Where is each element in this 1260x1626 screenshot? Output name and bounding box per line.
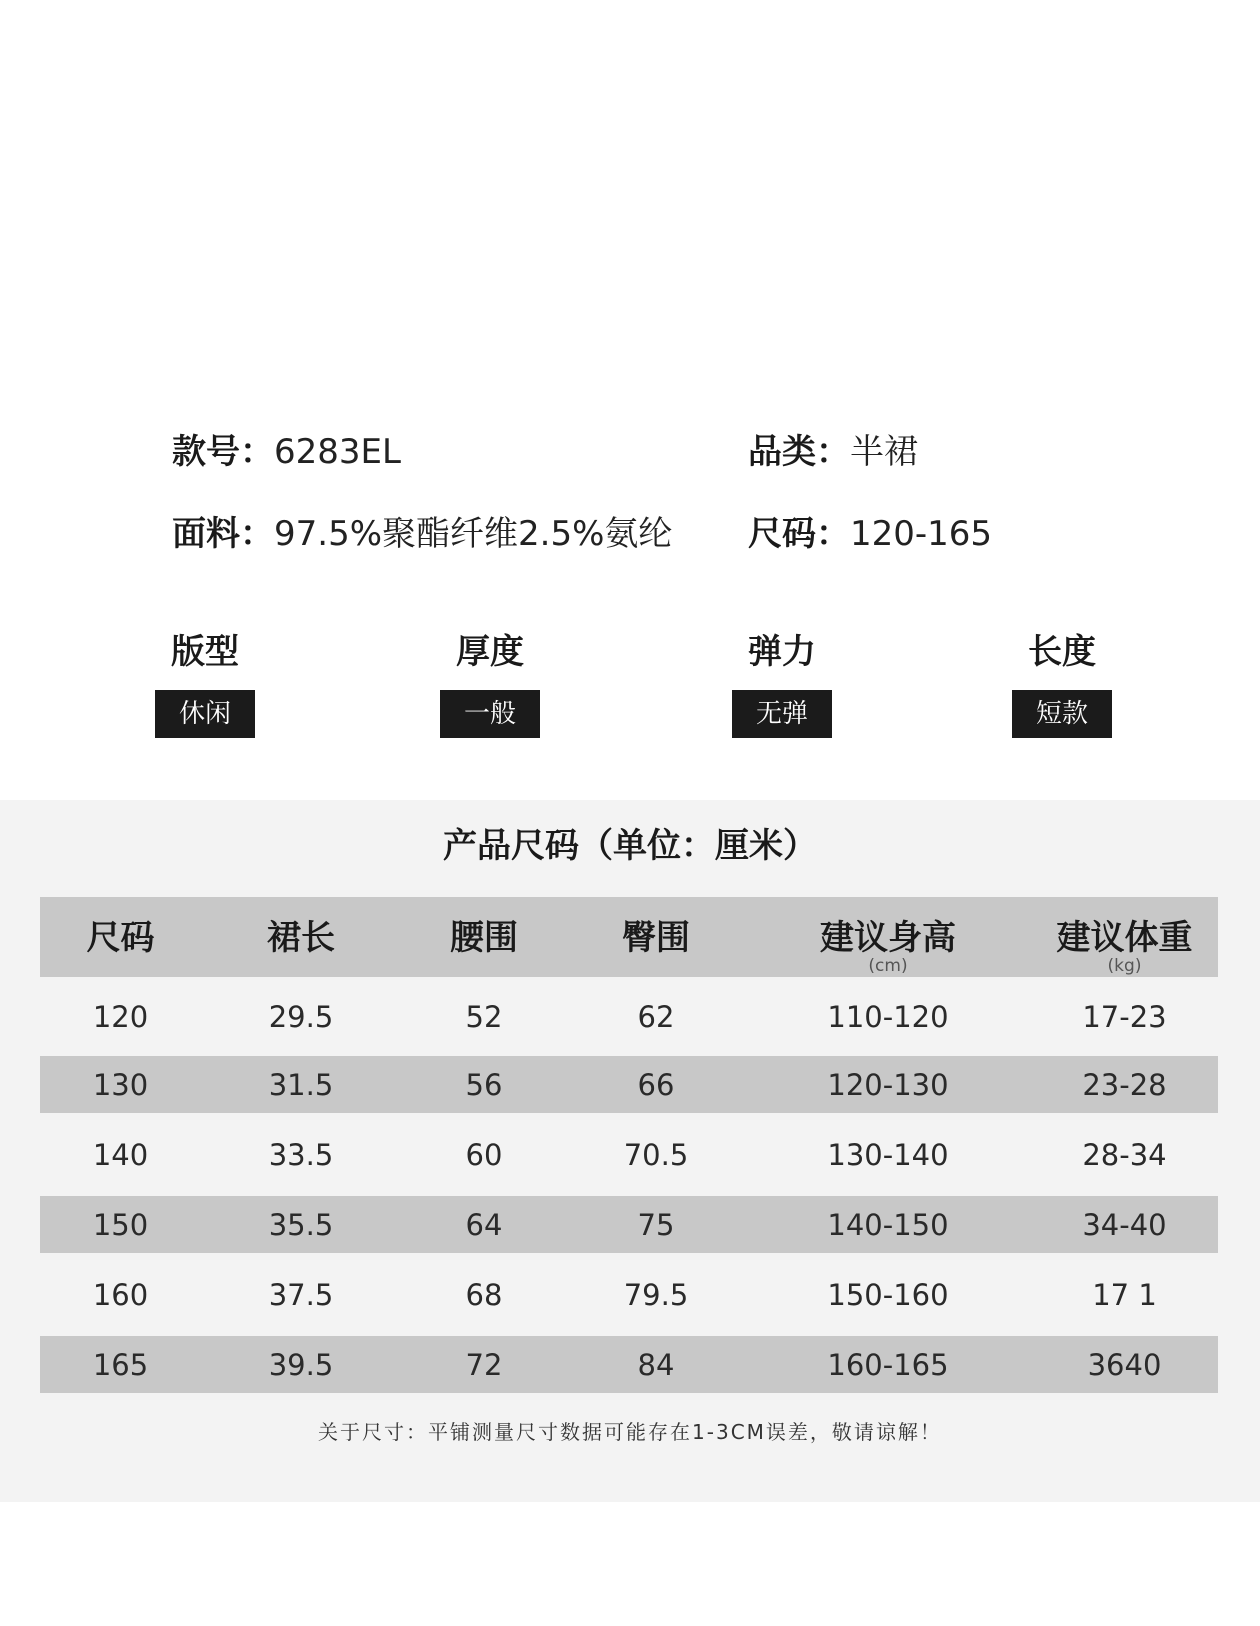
table-cell: 120 — [92, 999, 149, 1034]
table-cell: 120-130 — [745, 1056, 1031, 1113]
table-cell: 28-34 — [1082, 1137, 1167, 1172]
table-cell: 66 — [567, 1056, 745, 1113]
table-cell: 37.5 — [268, 1277, 334, 1312]
header-unit: (cm) — [868, 956, 908, 976]
table-row — [40, 1336, 1218, 1393]
attribute-fit — [155, 632, 255, 729]
attribute-tag: 短款 — [1012, 690, 1112, 738]
header-label: 臀围 — [622, 917, 690, 958]
header-label: 尺码 — [86, 917, 155, 958]
table-cell: 75 — [567, 1196, 745, 1253]
table-cell: 165 — [40, 1336, 201, 1393]
table-cell: 17-23 — [1082, 999, 1167, 1034]
table-cell: 84 — [567, 1336, 745, 1393]
table-cell: 39.5 — [201, 1336, 401, 1393]
table-cell: 23-28 — [1031, 1056, 1218, 1113]
attribute-title: 版型 — [171, 632, 239, 672]
style-number — [172, 432, 401, 472]
table-header-row — [40, 897, 1218, 977]
header-height — [745, 897, 1031, 977]
table-cell: 130-140 — [827, 1137, 949, 1172]
table-row — [40, 1056, 1218, 1113]
table-cell: 31.5 — [201, 1056, 401, 1113]
category-label: 品类： — [748, 432, 850, 472]
table-cell: 52 — [465, 999, 503, 1034]
table-cell: 79.5 — [623, 1277, 689, 1312]
size-range — [748, 514, 992, 554]
size-range-value: 120-165 — [850, 514, 993, 554]
table-cell: 17 1 — [1092, 1277, 1157, 1312]
table-row — [40, 1253, 1218, 1336]
table-cell: 68 — [465, 1277, 503, 1312]
table-cell: 150-160 — [827, 1277, 949, 1312]
size-chart-title: 产品尺码（单位：厘米） — [443, 826, 817, 866]
header-label: 裙长 — [267, 917, 335, 958]
header-size — [40, 897, 201, 977]
table-cell: 60 — [465, 1137, 503, 1172]
attribute-tag: 休闲 — [155, 690, 255, 738]
attribute-elasticity — [732, 632, 832, 729]
table-cell: 130 — [40, 1056, 201, 1113]
attribute-length — [1012, 632, 1112, 729]
header-label: 建议身高 — [820, 917, 956, 958]
table-cell: 3640 — [1031, 1336, 1218, 1393]
attribute-tag: 一般 — [440, 690, 540, 738]
table-cell: 160-165 — [745, 1336, 1031, 1393]
table-cell: 35.5 — [201, 1196, 401, 1253]
table-row — [40, 1196, 1218, 1253]
fabric-label: 面料： — [172, 514, 274, 554]
category-value: 半裙 — [850, 432, 918, 472]
fabric — [172, 514, 672, 554]
header-unit: (kg) — [1107, 956, 1142, 976]
attribute-thickness — [440, 632, 540, 729]
table-cell: 64 — [401, 1196, 567, 1253]
size-chart-section — [0, 800, 1260, 1502]
attribute-tag: 无弹 — [732, 690, 832, 738]
table-cell: 140 — [92, 1137, 149, 1172]
attribute-title: 长度 — [1028, 632, 1096, 672]
header-weight — [1031, 897, 1218, 977]
table-cell: 34-40 — [1031, 1196, 1218, 1253]
table-cell: 160 — [92, 1277, 149, 1312]
fabric-value: 97.5%聚酯纤维2.5%氨纶 — [274, 514, 673, 554]
table-cell: 33.5 — [268, 1137, 334, 1172]
header-hip — [567, 897, 745, 977]
header-label: 腰围 — [450, 917, 518, 958]
style-number-label: 款号： — [172, 432, 274, 472]
attribute-title: 弹力 — [748, 632, 816, 672]
table-cell: 140-150 — [745, 1196, 1031, 1253]
table-row — [40, 977, 1218, 1056]
table-cell: 72 — [401, 1336, 567, 1393]
style-number-value: 6283EL — [274, 432, 401, 472]
table-row — [40, 1113, 1218, 1196]
table-cell: 56 — [401, 1056, 567, 1113]
category — [748, 432, 918, 472]
table-cell: 62 — [637, 999, 675, 1034]
size-table — [40, 897, 1218, 1393]
header-skirt-length — [201, 897, 401, 977]
table-cell: 150 — [40, 1196, 201, 1253]
measurement-note: 关于尺寸：平铺测量尺寸数据可能存在1-3CM误差，敬请谅解！ — [318, 1420, 942, 1444]
table-cell: 29.5 — [268, 999, 334, 1034]
table-cell: 110-120 — [827, 999, 949, 1034]
attribute-title: 厚度 — [456, 632, 524, 672]
table-cell: 70.5 — [623, 1137, 689, 1172]
size-range-label: 尺码： — [748, 514, 850, 554]
header-label: 建议体重 — [1056, 917, 1193, 958]
header-waist — [401, 897, 567, 977]
